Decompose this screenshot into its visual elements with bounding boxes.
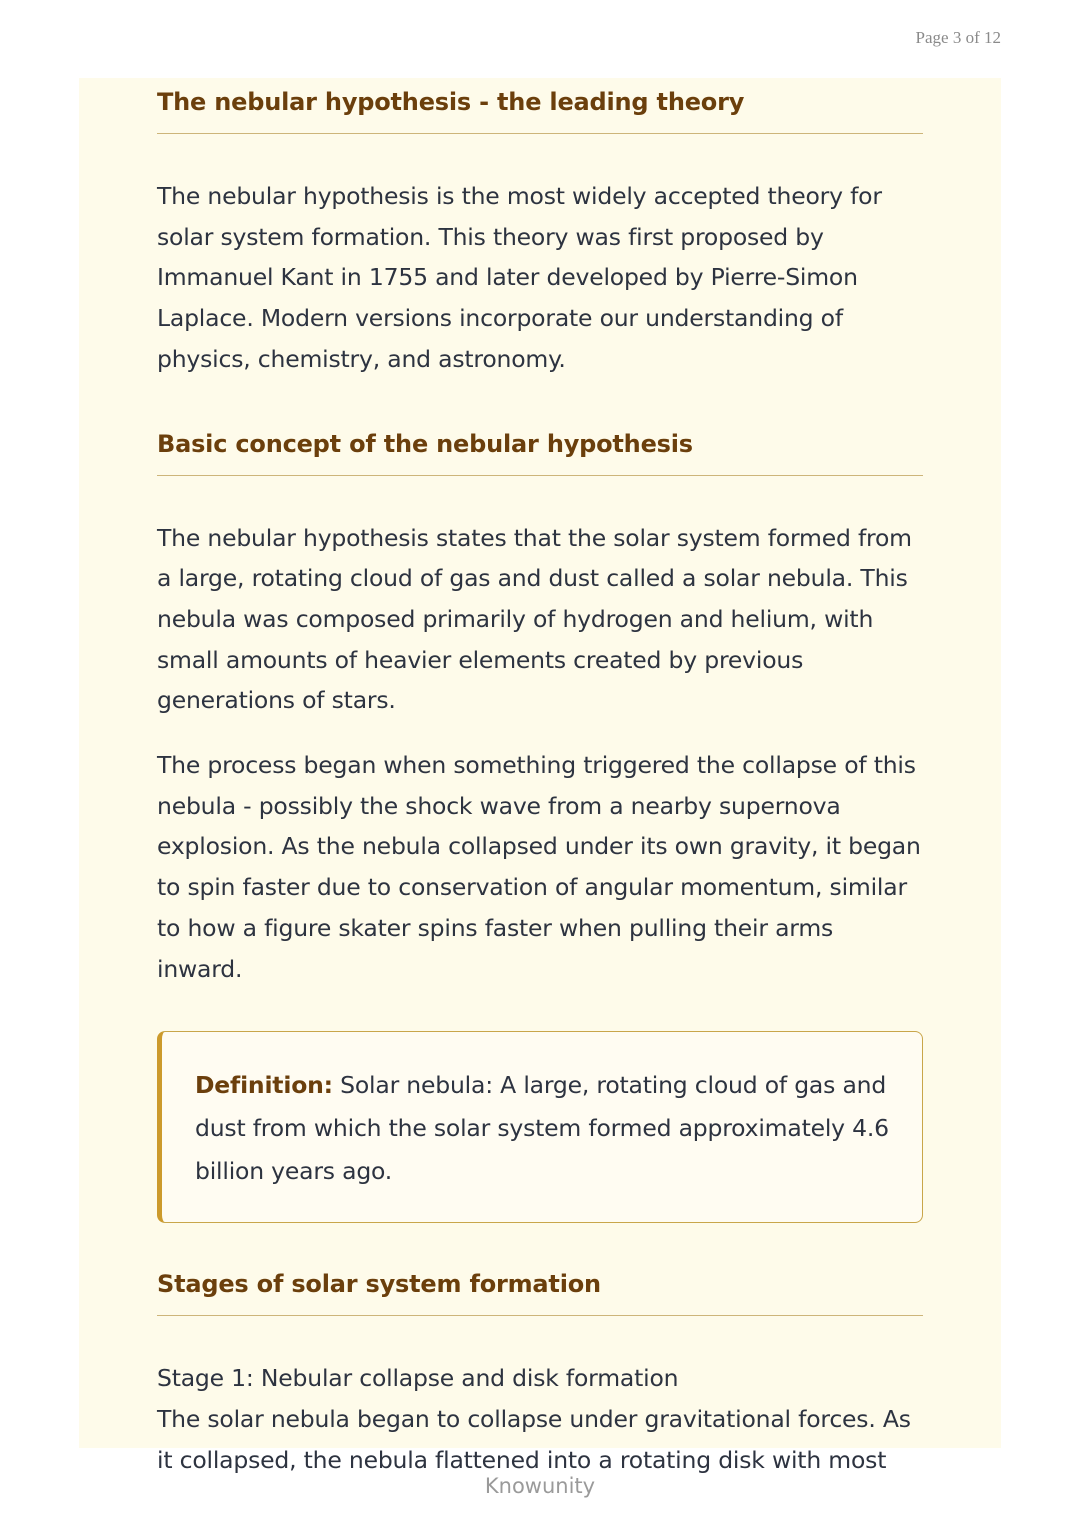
footer-brand: Knowunity bbox=[484, 1474, 596, 1498]
stage-1-text: The solar nebula began to collapse under gravitational forces. As it collapsed, the nebula flattened into a rotating disk with most bbox=[157, 1404, 911, 1474]
section-heading-stages: Stages of solar system formation bbox=[157, 1268, 923, 1316]
paragraph-collapse-process: The process began when something triggered the collapse of this nebula - possibly the shock wave from a nearby supernova explosion. As the nebula collapsed under its own gravity, it began to spin faster due to conservation of angular momentum, similar to how a figure skater spins faster when pulling their arms inward. bbox=[157, 751, 921, 983]
definition-content bbox=[195, 1064, 892, 1193]
definition-box bbox=[157, 1031, 923, 1223]
paragraph-intro: The nebular hypothesis is the most widely accepted theory for solar system formation. This theory was first proposed by Immanuel Kant in 1755 and later developed by Pierre-Simon Laplace. Modern versions incorporate our understanding of physics, chemistry, and astronomy. bbox=[157, 182, 882, 373]
definition-label: Definition: bbox=[195, 1071, 333, 1100]
page-content bbox=[157, 86, 923, 1480]
page-number: Page 3 of 12 bbox=[915, 28, 1001, 47]
definition-text: Solar nebula: A large, rotating cloud of gas and dust from which the solar system formed approximately 4.6 billion years ago. bbox=[195, 1071, 889, 1186]
paragraph-basic-concept: The nebular hypothesis states that the solar system formed from a large, rotating cloud of gas and dust called a solar nebula. This nebula was composed primarily of hydrogen and helium, with small amounts of heavier elements created by previous generations of stars. bbox=[157, 523, 912, 715]
stage-1-title: Stage 1: Nebular collapse and disk formation bbox=[157, 1364, 679, 1393]
paragraph-stage-1 bbox=[157, 1358, 923, 1480]
document-page bbox=[79, 78, 1001, 1474]
section-heading-basic-concept: Basic concept of the nebular hypothesis bbox=[157, 428, 923, 476]
section-heading-nebular-hypothesis: The nebular hypothesis - the leading theory bbox=[157, 86, 923, 134]
